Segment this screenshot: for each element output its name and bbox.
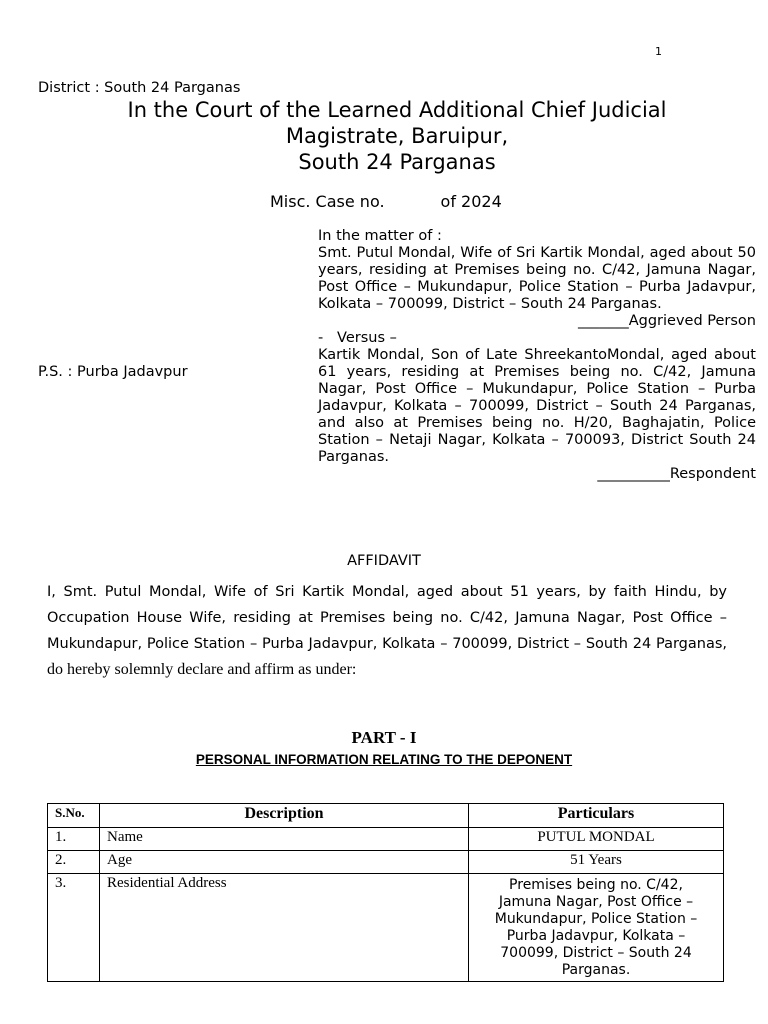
court-title-line-2: Magistrate, Baruipur,: [285, 124, 509, 148]
district-label: District : South 24 Parganas: [38, 80, 241, 96]
petitioner-details: Smt. Putul Mondal, Wife of Sri Kartik Mondal, aged about 50 years, residing at Premises being no. C/42, Jamuna Nagar, Post Office – Mukundapur, Police Station – Purba Jadavpur, Kolkata – 700099, District – South 24 Parganas.: [318, 245, 756, 312]
row-sno: 2.: [48, 851, 100, 874]
table-header-row: [48, 804, 724, 828]
row-particulars: PUTUL MONDAL: [469, 828, 724, 851]
table-row: [48, 874, 724, 982]
table-row: [48, 828, 724, 851]
matter-block: [318, 228, 756, 483]
case-number-prefix: Misc. Case no.: [270, 192, 385, 211]
respondent-details: Kartik Mondal, Son of Late ShreekantoMondal, aged about 61 years, residing at Premises being no. C/42, Jamuna Nagar, Post Office – Mukundapur, Police Station – Purba Jadavpur, Kolkata – 700099, District – South 24 Parganas, and also at Premises being no. H/20, Baghajatin, Police Station – Netaji Nagar, Kolkata – 700093, District South 24 Parganas.: [318, 347, 756, 465]
row-description: Age: [100, 851, 469, 874]
court-title-line-1: In the Court of the Learned Additional Chief Judicial: [127, 98, 667, 122]
police-station-label: P.S. : Purba Jadavpur: [38, 364, 188, 380]
case-number-line: [270, 192, 502, 211]
versus-label: - Versus –: [318, 330, 397, 346]
row-particulars: 51 Years: [469, 851, 724, 874]
row-sno: 3.: [48, 874, 100, 982]
header-description: Description: [100, 804, 469, 828]
row-sno: 1.: [48, 828, 100, 851]
matter-intro: In the matter of :: [318, 228, 442, 244]
case-year: of 2024: [440, 192, 502, 211]
part-heading: PART - I: [351, 728, 417, 747]
part-subheading: [0, 752, 768, 767]
row-description: Residential Address: [100, 874, 469, 982]
affidavit-body-tail: do hereby solemnly declare and affirm as under:: [47, 661, 357, 678]
respondent-role: __________Respondent: [597, 466, 756, 482]
row-description: Name: [100, 828, 469, 851]
header-particulars: Particulars: [469, 804, 724, 828]
court-title: [40, 97, 754, 175]
header-sno: S.No.: [48, 804, 100, 828]
affidavit-heading: AFFIDAVIT: [347, 553, 421, 569]
personal-info-table: [47, 803, 724, 982]
petitioner-role: _______Aggrieved Person: [577, 313, 756, 329]
part-subheading-text: PERSONAL INFORMATION RELATING TO THE DEPONENT: [195, 752, 573, 767]
affidavit-body-text: I, Smt. Putul Mondal, Wife of Sri Kartik Mondal, aged about 51 years, by faith Hindu, by Occupation House Wife, residing at Premises being no. C/42, Jamuna Nagar, Post Office – Mukundapur, Police Station – Purba Jadavpur, Kolkata – 700099, District – South 24 Parganas,: [47, 584, 727, 652]
table-row: [48, 851, 724, 874]
page-number: 1: [655, 45, 662, 58]
affidavit-body: [47, 579, 727, 683]
court-title-line-3: South 24 Parganas: [298, 150, 496, 174]
row-particulars: Premises being no. C/42, Jamuna Nagar, Post Office – Mukundapur, Police Station – Purba Jadavpur, Kolkata – 700099, District – South 24 Parganas.: [469, 874, 724, 982]
